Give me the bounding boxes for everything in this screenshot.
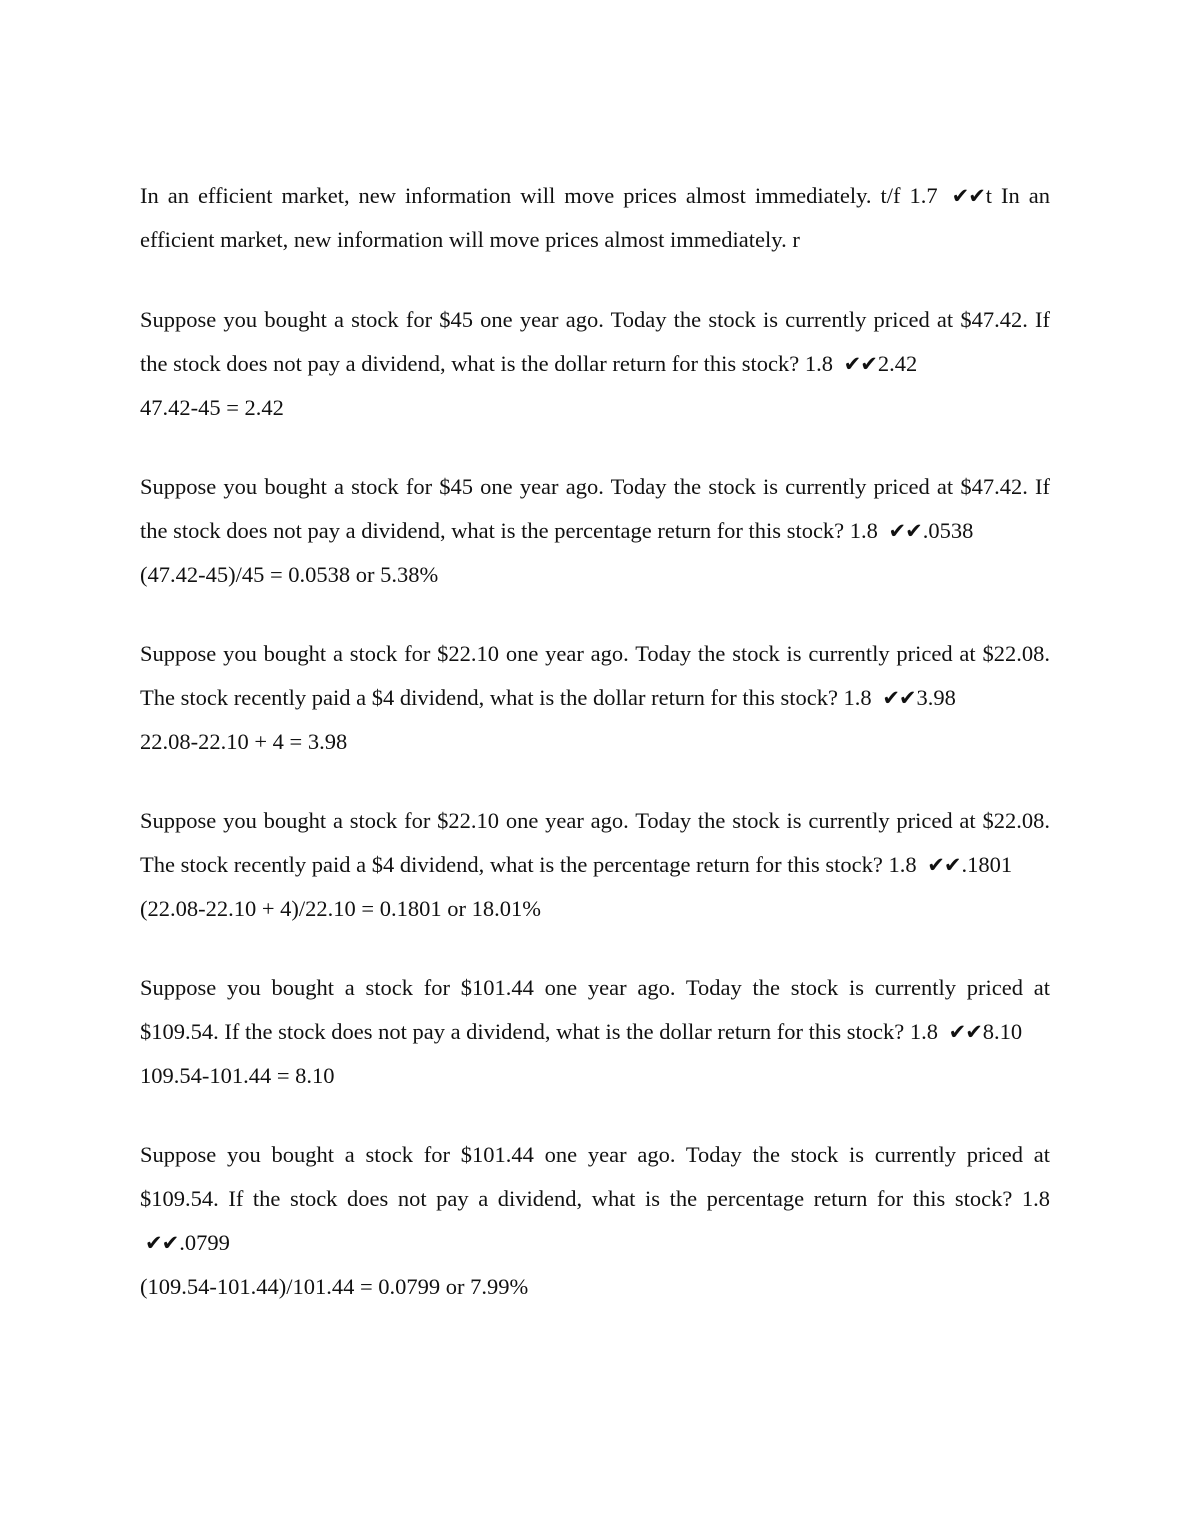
check-icon: ✔✔ bbox=[882, 686, 916, 710]
answer-text: .0799 bbox=[179, 1230, 230, 1255]
question-prompt: Suppose you bought a stock for $45 one year ago. Today the stock is currently priced at $47.42. If the stock does not pay a dividend, what is the percentage return for this stock? 1.8 bbox=[140, 474, 1050, 543]
check-icon: ✔✔ bbox=[843, 352, 877, 376]
check-icon: ✔✔ bbox=[951, 184, 985, 208]
calculation-work: (109.54-101.44)/101.44 = 0.0799 or 7.99% bbox=[140, 1274, 529, 1299]
answer-text: 3.98 bbox=[916, 685, 956, 710]
check-icon: ✔✔ bbox=[888, 519, 922, 543]
calculation-work: 109.54-101.44 = 8.10 bbox=[140, 1063, 335, 1088]
qa-item-dollar-return-1 bbox=[140, 298, 1050, 429]
question-prompt: Suppose you bought a stock for $22.10 one year ago. Today the stock is currently priced at $22.08. The stock recently paid a $4 dividend, what is the percentage return for this stock? 1.8 bbox=[140, 808, 1050, 877]
check-icon: ✔✔ bbox=[927, 853, 961, 877]
qa-item-efficient-market bbox=[140, 174, 1050, 262]
question-text bbox=[140, 174, 1050, 262]
question-text bbox=[140, 465, 1050, 553]
question-text bbox=[140, 298, 1050, 386]
question-prompt: Suppose you bought a stock for $101.44 one year ago. Today the stock is currently priced at $109.54. If the stock does not pay a dividend, what is the dollar return for this stock? 1.8 bbox=[140, 975, 1050, 1044]
qa-item-percentage-return-3 bbox=[140, 1133, 1050, 1308]
question-prompt: In an efficient market, new information will move prices almost immediately. t/f 1.7 bbox=[140, 183, 938, 208]
check-icon: ✔✔ bbox=[948, 1020, 982, 1044]
question-prompt: Suppose you bought a stock for $22.10 one year ago. Today the stock is currently priced at $22.08. The stock recently paid a $4 dividend, what is the dollar return for this stock? 1.8 bbox=[140, 641, 1050, 710]
question-text bbox=[140, 632, 1050, 720]
qa-item-dollar-return-3 bbox=[140, 966, 1050, 1097]
question-text bbox=[140, 799, 1050, 887]
calculation-work: 22.08-22.10 + 4 = 3.98 bbox=[140, 729, 348, 754]
calculation-work: 47.42-45 = 2.42 bbox=[140, 395, 284, 420]
answer-text: 2.42 bbox=[877, 351, 918, 376]
question-prompt: Suppose you bought a stock for $101.44 one year ago. Today the stock is currently priced at $109.54. If the stock does not pay a dividend, what is the percentage return for this stock? 1.8 bbox=[140, 1142, 1050, 1211]
check-icon: ✔✔ bbox=[145, 1231, 179, 1255]
calculation-work: (22.08-22.10 + 4)/22.10 = 0.1801 or 18.01% bbox=[140, 896, 541, 921]
answer-text: .0538 bbox=[922, 518, 974, 543]
qa-item-percentage-return-2 bbox=[140, 799, 1050, 930]
answer-text: 8.10 bbox=[982, 1019, 1023, 1044]
qa-item-dollar-return-2 bbox=[140, 632, 1050, 763]
answer-text: t In an efficient market, new information will move prices almost immediately. r bbox=[140, 183, 1050, 252]
document-page bbox=[140, 174, 1050, 1344]
calculation-work: (47.42-45)/45 = 0.0538 or 5.38% bbox=[140, 562, 439, 587]
question-text bbox=[140, 1133, 1050, 1265]
qa-item-percentage-return-1 bbox=[140, 465, 1050, 596]
answer-text: .1801 bbox=[961, 852, 1013, 877]
question-prompt: Suppose you bought a stock for $45 one year ago. Today the stock is currently priced at $47.42. If the stock does not pay a dividend, what is the dollar return for this stock? 1.8 bbox=[140, 307, 1050, 376]
question-text bbox=[140, 966, 1050, 1054]
